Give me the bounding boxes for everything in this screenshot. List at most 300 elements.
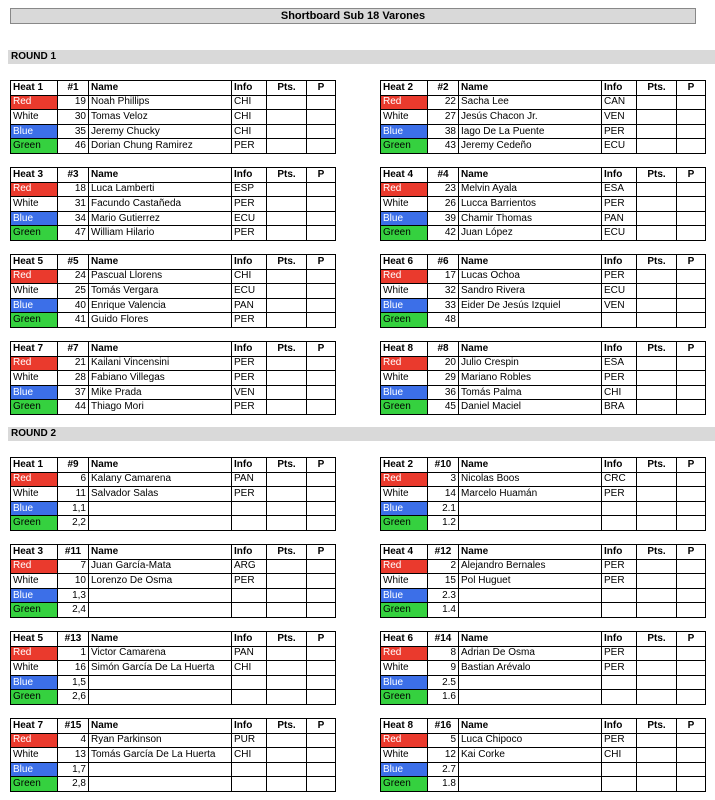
country xyxy=(602,690,637,705)
country: VEN xyxy=(602,298,637,313)
place-cell xyxy=(677,226,706,241)
place-header: P xyxy=(307,719,336,734)
points-header: Pts. xyxy=(267,632,307,647)
points-cell xyxy=(637,371,677,386)
name-header: Name xyxy=(89,168,232,183)
country: CHI xyxy=(232,269,267,284)
points-cell xyxy=(637,661,677,676)
country: PER xyxy=(602,559,637,574)
table-row xyxy=(11,675,336,690)
jersey-color: White xyxy=(381,371,428,386)
jersey-color: Green xyxy=(11,400,58,415)
table-row xyxy=(381,733,706,748)
heat-number: #15 xyxy=(58,719,89,734)
table-row xyxy=(11,733,336,748)
place-cell xyxy=(677,197,706,212)
seed: 1,1 xyxy=(58,501,89,516)
country xyxy=(602,603,637,618)
surfer-name: Melvin Ayala xyxy=(459,182,602,197)
points-cell xyxy=(637,226,677,241)
country: PER xyxy=(602,646,637,661)
points-cell xyxy=(637,603,677,618)
info-header: Info xyxy=(602,545,637,560)
surfer-name: Bastian Arévalo xyxy=(459,661,602,676)
heat-table xyxy=(380,341,706,415)
points-header: Pts. xyxy=(637,342,677,357)
country xyxy=(602,516,637,531)
name-header: Name xyxy=(89,545,232,560)
table-row xyxy=(11,226,336,241)
table-row xyxy=(11,762,336,777)
place-cell xyxy=(677,733,706,748)
country: ECU xyxy=(602,139,637,154)
points-cell xyxy=(267,110,307,125)
surfer-name: Kalany Camarena xyxy=(89,472,232,487)
heat-label: Heat 3 xyxy=(11,168,58,183)
place-cell xyxy=(307,182,336,197)
surfer-name: Pascual Llorens xyxy=(89,269,232,284)
place-cell xyxy=(677,182,706,197)
seed: 26 xyxy=(428,197,459,212)
country xyxy=(232,588,267,603)
jersey-color: Green xyxy=(381,313,428,328)
country xyxy=(602,501,637,516)
seed: 17 xyxy=(428,269,459,284)
table-row xyxy=(381,371,706,386)
table-row xyxy=(381,313,706,328)
country: PER xyxy=(602,574,637,589)
country: PAN xyxy=(602,211,637,226)
place-cell xyxy=(307,603,336,618)
jersey-color: Blue xyxy=(381,675,428,690)
heat-table xyxy=(380,80,706,154)
heat-label: Heat 4 xyxy=(381,168,428,183)
heat-label: Heat 7 xyxy=(11,719,58,734)
surfer-name xyxy=(89,501,232,516)
country: PER xyxy=(232,197,267,212)
points-cell xyxy=(267,603,307,618)
seed: 42 xyxy=(428,226,459,241)
country xyxy=(602,313,637,328)
jersey-color: Green xyxy=(381,516,428,531)
points-header: Pts. xyxy=(637,81,677,96)
name-header: Name xyxy=(459,168,602,183)
country: ESA xyxy=(602,356,637,371)
surfer-name: Mariano Robles xyxy=(459,371,602,386)
seed: 43 xyxy=(428,139,459,154)
place-cell xyxy=(677,313,706,328)
seed: 16 xyxy=(58,661,89,676)
jersey-color: Red xyxy=(11,182,58,197)
points-cell xyxy=(637,733,677,748)
place-cell xyxy=(677,139,706,154)
surfer-name xyxy=(459,690,602,705)
info-header: Info xyxy=(232,545,267,560)
points-cell xyxy=(267,211,307,226)
points-cell xyxy=(267,574,307,589)
jersey-color: Green xyxy=(11,226,58,241)
jersey-color: Red xyxy=(11,646,58,661)
info-header: Info xyxy=(602,458,637,473)
points-cell xyxy=(637,400,677,415)
seed: 8 xyxy=(428,646,459,661)
points-header: Pts. xyxy=(267,168,307,183)
place-cell xyxy=(677,356,706,371)
table-row xyxy=(11,124,336,139)
jersey-color: Blue xyxy=(11,211,58,226)
table-row xyxy=(11,588,336,603)
seed: 44 xyxy=(58,400,89,415)
place-cell xyxy=(677,269,706,284)
points-cell xyxy=(637,559,677,574)
surfer-name xyxy=(89,762,232,777)
place-header: P xyxy=(677,458,706,473)
points-header: Pts. xyxy=(637,458,677,473)
table-row xyxy=(381,574,706,589)
surfer-name: Julio Crespin xyxy=(459,356,602,371)
heat-number: #16 xyxy=(428,719,459,734)
seed: 2.7 xyxy=(428,762,459,777)
table-row xyxy=(11,487,336,502)
seed: 15 xyxy=(428,574,459,589)
jersey-color: Green xyxy=(381,226,428,241)
place-cell xyxy=(307,646,336,661)
table-row xyxy=(11,356,336,371)
country: CHI xyxy=(232,661,267,676)
heat-label: Heat 4 xyxy=(381,545,428,560)
place-header: P xyxy=(307,545,336,560)
jersey-color: Red xyxy=(381,559,428,574)
jersey-color: Green xyxy=(11,313,58,328)
points-cell xyxy=(267,516,307,531)
points-cell xyxy=(637,139,677,154)
jersey-color: White xyxy=(381,748,428,763)
place-cell xyxy=(677,559,706,574)
heat-number: #13 xyxy=(58,632,89,647)
surfer-name: Fabiano Villegas xyxy=(89,371,232,386)
table-row xyxy=(381,777,706,792)
points-cell xyxy=(267,182,307,197)
surfer-name: Luca Chipoco xyxy=(459,733,602,748)
seed: 11 xyxy=(58,487,89,502)
heat-table xyxy=(380,631,706,705)
surfer-name: Facundo Castañeda xyxy=(89,197,232,212)
surfer-name: Salvador Salas xyxy=(89,487,232,502)
heat-number: #4 xyxy=(428,168,459,183)
seed: 2,6 xyxy=(58,690,89,705)
jersey-color: Red xyxy=(381,182,428,197)
heat-label: Heat 8 xyxy=(381,342,428,357)
seed: 36 xyxy=(428,385,459,400)
heat-label: Heat 3 xyxy=(11,545,58,560)
surfer-name: Lucca Barrientos xyxy=(459,197,602,212)
surfer-name: Jeremy Cedeño xyxy=(459,139,602,154)
place-cell xyxy=(307,733,336,748)
country: PER xyxy=(232,574,267,589)
points-cell xyxy=(637,356,677,371)
jersey-color: White xyxy=(11,110,58,125)
page-title: Shortboard Sub 18 Varones xyxy=(10,8,696,24)
surfer-name: Nicolas Boos xyxy=(459,472,602,487)
country xyxy=(232,777,267,792)
place-cell xyxy=(307,588,336,603)
table-row xyxy=(11,385,336,400)
info-header: Info xyxy=(232,255,267,270)
jersey-color: Blue xyxy=(381,124,428,139)
seed: 1 xyxy=(58,646,89,661)
place-cell xyxy=(307,516,336,531)
place-cell xyxy=(307,748,336,763)
heat-label: Heat 5 xyxy=(11,255,58,270)
jersey-color: Blue xyxy=(381,588,428,603)
round-header: ROUND 2 xyxy=(8,427,715,441)
surfer-name: Adrian De Osma xyxy=(459,646,602,661)
surfer-name: Guido Flores xyxy=(89,313,232,328)
seed: 37 xyxy=(58,385,89,400)
surfer-name: Dorian Chung Ramirez xyxy=(89,139,232,154)
points-header: Pts. xyxy=(267,545,307,560)
seed: 5 xyxy=(428,733,459,748)
country: CHI xyxy=(602,385,637,400)
jersey-color: Blue xyxy=(11,124,58,139)
place-cell xyxy=(307,400,336,415)
name-header: Name xyxy=(459,719,602,734)
table-row xyxy=(11,197,336,212)
table-row xyxy=(381,762,706,777)
info-header: Info xyxy=(602,168,637,183)
surfer-name: Tomás García De La Huerta xyxy=(89,748,232,763)
points-header: Pts. xyxy=(637,255,677,270)
info-header: Info xyxy=(602,632,637,647)
seed: 40 xyxy=(58,298,89,313)
points-cell xyxy=(267,313,307,328)
seed: 38 xyxy=(428,124,459,139)
points-header: Pts. xyxy=(267,719,307,734)
place-cell xyxy=(307,675,336,690)
points-cell xyxy=(267,226,307,241)
seed: 4 xyxy=(58,733,89,748)
seed: 2.1 xyxy=(428,501,459,516)
heat-number: #1 xyxy=(58,81,89,96)
place-cell xyxy=(307,356,336,371)
jersey-color: Green xyxy=(381,139,428,154)
points-cell xyxy=(637,298,677,313)
jersey-color: White xyxy=(11,748,58,763)
place-header: P xyxy=(307,458,336,473)
heat-label: Heat 1 xyxy=(11,81,58,96)
seed: 12 xyxy=(428,748,459,763)
country: PER xyxy=(602,124,637,139)
heat-number: #5 xyxy=(58,255,89,270)
seed: 1,5 xyxy=(58,675,89,690)
country: ARG xyxy=(232,559,267,574)
place-cell xyxy=(677,762,706,777)
points-header: Pts. xyxy=(637,545,677,560)
table-row xyxy=(11,110,336,125)
table-row xyxy=(381,675,706,690)
seed: 27 xyxy=(428,110,459,125)
country xyxy=(232,690,267,705)
table-row xyxy=(11,574,336,589)
seed: 6 xyxy=(58,472,89,487)
surfer-name xyxy=(89,690,232,705)
surfer-name: Sacha Lee xyxy=(459,95,602,110)
table-row xyxy=(381,559,706,574)
points-cell xyxy=(267,269,307,284)
heat-table xyxy=(10,254,336,328)
heat-number: #7 xyxy=(58,342,89,357)
table-row xyxy=(381,197,706,212)
seed: 24 xyxy=(58,269,89,284)
country: ECU xyxy=(232,211,267,226)
points-cell xyxy=(637,777,677,792)
points-cell xyxy=(267,284,307,299)
seed: 14 xyxy=(428,487,459,502)
jersey-color: White xyxy=(381,574,428,589)
table-row xyxy=(381,661,706,676)
seed: 25 xyxy=(58,284,89,299)
surfer-name: Juan López xyxy=(459,226,602,241)
name-header: Name xyxy=(459,255,602,270)
table-row xyxy=(381,110,706,125)
table-row xyxy=(11,646,336,661)
seed: 39 xyxy=(428,211,459,226)
seed: 30 xyxy=(58,110,89,125)
points-header: Pts. xyxy=(267,255,307,270)
heat-number: #3 xyxy=(58,168,89,183)
round-header: ROUND 1 xyxy=(8,50,715,64)
heat-number: #10 xyxy=(428,458,459,473)
country: PAN xyxy=(232,472,267,487)
points-cell xyxy=(267,472,307,487)
surfer-name: Thiago Mori xyxy=(89,400,232,415)
place-cell xyxy=(307,226,336,241)
table-row xyxy=(381,226,706,241)
place-header: P xyxy=(677,81,706,96)
table-row xyxy=(381,501,706,516)
heat-number: #2 xyxy=(428,81,459,96)
country: CRC xyxy=(602,472,637,487)
surfer-name: Lucas Ochoa xyxy=(459,269,602,284)
seed: 1.6 xyxy=(428,690,459,705)
info-header: Info xyxy=(602,255,637,270)
country: PAN xyxy=(232,298,267,313)
table-row xyxy=(381,748,706,763)
place-header: P xyxy=(307,81,336,96)
table-row xyxy=(11,284,336,299)
table-row xyxy=(381,269,706,284)
surfer-name: Pol Huguet xyxy=(459,574,602,589)
jersey-color: White xyxy=(11,284,58,299)
place-cell xyxy=(307,559,336,574)
points-cell xyxy=(267,588,307,603)
table-row xyxy=(11,661,336,676)
surfer-name xyxy=(89,675,232,690)
surfer-name: Jesús Chacon Jr. xyxy=(459,110,602,125)
jersey-color: Blue xyxy=(11,385,58,400)
place-cell xyxy=(677,124,706,139)
place-header: P xyxy=(307,632,336,647)
points-cell xyxy=(267,400,307,415)
surfer-name: Mike Prada xyxy=(89,385,232,400)
heat-table xyxy=(380,254,706,328)
name-header: Name xyxy=(89,632,232,647)
place-cell xyxy=(677,110,706,125)
heat-table xyxy=(10,631,336,705)
country: ECU xyxy=(232,284,267,299)
points-cell xyxy=(267,646,307,661)
jersey-color: Blue xyxy=(11,675,58,690)
surfer-name xyxy=(459,588,602,603)
country xyxy=(232,516,267,531)
seed: 2 xyxy=(428,559,459,574)
seed: 23 xyxy=(428,182,459,197)
table-row xyxy=(381,356,706,371)
jersey-color: White xyxy=(381,197,428,212)
table-row xyxy=(11,269,336,284)
country: VEN xyxy=(232,385,267,400)
table-row xyxy=(381,646,706,661)
jersey-color: Red xyxy=(381,733,428,748)
surfer-name: Kai Corke xyxy=(459,748,602,763)
points-cell xyxy=(267,748,307,763)
table-row xyxy=(381,603,706,618)
country xyxy=(602,675,637,690)
surfer-name: William Hilario xyxy=(89,226,232,241)
place-cell xyxy=(677,675,706,690)
surfer-name: Chamir Thomas xyxy=(459,211,602,226)
table-row xyxy=(381,516,706,531)
place-cell xyxy=(307,95,336,110)
points-cell xyxy=(637,284,677,299)
seed: 33 xyxy=(428,298,459,313)
surfer-name xyxy=(459,501,602,516)
surfer-name: Alejandro Bernales xyxy=(459,559,602,574)
heat-number: #6 xyxy=(428,255,459,270)
points-cell xyxy=(267,661,307,676)
seed: 41 xyxy=(58,313,89,328)
heat-number: #11 xyxy=(58,545,89,560)
table-row xyxy=(381,690,706,705)
seed: 35 xyxy=(58,124,89,139)
seed: 2.3 xyxy=(428,588,459,603)
points-cell xyxy=(637,124,677,139)
country: ESP xyxy=(232,182,267,197)
seed: 1,3 xyxy=(58,588,89,603)
table-row xyxy=(381,182,706,197)
country: CHI xyxy=(602,748,637,763)
points-cell xyxy=(637,110,677,125)
info-header: Info xyxy=(232,458,267,473)
points-cell xyxy=(267,762,307,777)
country: PER xyxy=(602,371,637,386)
country: PUR xyxy=(232,733,267,748)
surfer-name: Lorenzo De Osma xyxy=(89,574,232,589)
seed: 1.4 xyxy=(428,603,459,618)
points-header: Pts. xyxy=(267,458,307,473)
place-cell xyxy=(677,400,706,415)
place-cell xyxy=(677,95,706,110)
points-cell xyxy=(637,487,677,502)
seed: 21 xyxy=(58,356,89,371)
surfer-name xyxy=(459,516,602,531)
points-header: Pts. xyxy=(637,632,677,647)
name-header: Name xyxy=(459,632,602,647)
points-cell xyxy=(267,501,307,516)
place-cell xyxy=(307,298,336,313)
surfer-name xyxy=(459,675,602,690)
info-header: Info xyxy=(602,342,637,357)
